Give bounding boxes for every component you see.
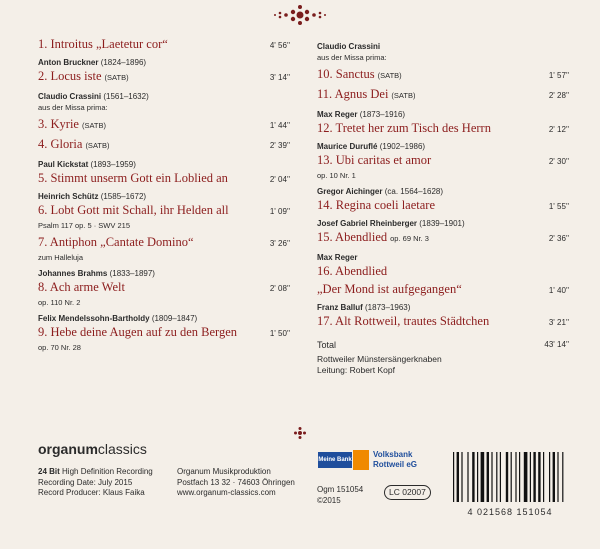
track-entry xyxy=(317,120,569,136)
track-voicing: (SATB) xyxy=(85,141,110,150)
tracklist-right-column xyxy=(317,36,569,376)
track-voicing: (SATB) xyxy=(104,73,129,82)
track-title: 8. Ach arme Welt xyxy=(38,280,125,294)
track-title: 2. Locus iste xyxy=(38,69,102,83)
barcode-bar xyxy=(511,452,512,502)
barcode-digits: 4 021568 151054 xyxy=(467,507,553,517)
work-note xyxy=(317,52,569,63)
track-voicing: (SATB) xyxy=(81,121,106,130)
track-entry xyxy=(38,324,290,340)
track-voicing: (SATB) xyxy=(377,71,402,80)
composer-line xyxy=(38,191,290,202)
track-duration: 2' 12'' xyxy=(548,125,569,134)
track-title: 6. Lobt Gott mit Schall, ihr Helden all xyxy=(38,203,229,217)
composer-name: Heinrich Schütz xyxy=(38,192,99,201)
track-duration: 2' 28'' xyxy=(548,91,569,100)
track-duration: 4' 56'' xyxy=(269,41,290,50)
track-entry xyxy=(317,152,569,168)
track-entry xyxy=(38,68,290,86)
track-entry xyxy=(317,197,569,213)
total-duration xyxy=(317,339,569,351)
composer-dates: (1839–1901) xyxy=(419,219,465,228)
track-title: 15. Abendlied xyxy=(317,230,388,244)
composer-dates: (1902–1986) xyxy=(379,142,426,151)
barcode-bar xyxy=(538,452,540,502)
barcode-bar xyxy=(533,452,535,502)
track-duration: 3' 26'' xyxy=(269,239,290,248)
composer-line xyxy=(38,268,290,279)
barcode-bar xyxy=(481,452,485,502)
barcode-bar xyxy=(530,452,531,502)
track-title: 12. Tretet her zum Tisch des Herrn xyxy=(317,121,491,135)
track-entry xyxy=(38,136,290,154)
track-title: 9. Hebe deine Augen auf zu den Bergen xyxy=(38,325,238,339)
track-duration: 2' 39'' xyxy=(269,141,290,150)
performer-choir: Rottweiler Münstersängerknaben xyxy=(317,354,442,364)
track-title: 1. Introitus „Laetetur cor“ xyxy=(38,37,168,51)
composer-line xyxy=(38,91,290,102)
track-duration: 2' 36'' xyxy=(548,234,569,243)
composer-name: Johannes Brahms xyxy=(38,269,108,278)
recording-info: 24 Bit High Definition Recording Recording Date: July 2015 Record Producer: Klaus Faika xyxy=(38,467,153,497)
work-note xyxy=(38,102,290,113)
barcode-bar xyxy=(549,452,550,502)
work-note xyxy=(38,252,290,263)
barcode-bar xyxy=(461,452,462,502)
barcode-bar xyxy=(487,452,489,502)
track-voicing: op. 69 Nr. 3 xyxy=(390,234,429,243)
volksbank-logo: Meine Bank Volksbank Rottweil eG xyxy=(318,450,418,469)
track-title: 3. Kyrie xyxy=(38,117,79,131)
total-label: Total xyxy=(317,340,337,350)
track-title: „Der Mond ist aufgegangen“ xyxy=(317,282,462,296)
track-duration: 1' 40'' xyxy=(548,286,569,295)
barcode-bar xyxy=(467,452,468,502)
barcode-bar xyxy=(515,452,516,502)
track-title: 13. Ubi caritas et amor xyxy=(317,153,432,167)
note-text: op. 70 Nr. 28 xyxy=(38,343,81,352)
barcode-bar xyxy=(477,452,478,502)
barcode-bar xyxy=(519,452,520,502)
composer-name: Franz Balluf xyxy=(317,303,363,312)
composer-line xyxy=(317,252,569,263)
composer-dates: (1809–1847) xyxy=(151,314,198,323)
note-text: Psalm 117 op. 5 · SWV 215 xyxy=(38,221,130,230)
barcode-bar xyxy=(557,452,558,502)
composer-dates: (1893–1959) xyxy=(90,160,136,169)
barcode xyxy=(451,452,569,517)
composer-dates: (1824–1896) xyxy=(100,58,147,67)
composer-name: Claudio Crassini xyxy=(38,92,102,101)
track-title: 14. Regina coeli laetare xyxy=(317,198,435,212)
label-address: Organum Musikproduktion Postfach 13 32 · 74603 Öhringen www.organum-classics.com xyxy=(177,467,295,497)
composer-line xyxy=(317,302,569,313)
composer-line xyxy=(317,41,569,52)
composer-name: Josef Gabriel Rheinberger xyxy=(317,219,418,228)
track-duration: 2' 04'' xyxy=(269,175,290,184)
note-text: aus der Missa prima: xyxy=(317,53,387,62)
track-entry xyxy=(38,234,290,250)
composer-line xyxy=(317,141,569,152)
barcode-bar xyxy=(506,452,508,502)
barcode-bar xyxy=(491,452,492,502)
composer-name: Claudio Crassini xyxy=(317,42,381,51)
composer-dates: (1561–1632) xyxy=(103,92,149,101)
track-entry xyxy=(38,36,290,52)
organum-classics-logo: organumclassics xyxy=(38,441,147,457)
composer-dates: (1585–1672) xyxy=(100,192,147,201)
composer-name: Anton Bruckner xyxy=(38,58,99,67)
track-title: 17. Alt Rottweil, trautes Städtchen xyxy=(317,314,490,328)
track-duration: 1' 57'' xyxy=(548,71,569,80)
track-entry xyxy=(38,116,290,134)
composer-dates: (1833–1897) xyxy=(109,269,155,278)
barcode-bar xyxy=(496,452,497,502)
barcode-bar xyxy=(457,452,459,502)
track-title: 10. Sanctus xyxy=(317,67,375,81)
track-entry xyxy=(317,313,569,329)
composer-name: Gregor Aichinger xyxy=(317,187,383,196)
composer-line xyxy=(38,57,290,68)
note-text: aus der Missa prima: xyxy=(38,103,108,112)
barcode-bar xyxy=(553,452,555,502)
track-duration: 2' 30'' xyxy=(548,157,569,166)
track-title: 7. Antiphon „Cantate Domino“ xyxy=(38,235,194,249)
track-entry xyxy=(317,66,569,84)
barcode-bar xyxy=(453,452,454,502)
barcode-bar xyxy=(524,452,528,502)
composer-dates: (ca. 1564–1628) xyxy=(384,187,443,196)
catalog-info: Ogm 151054 ©2015 xyxy=(317,485,364,505)
barcode-bar xyxy=(472,452,474,502)
track-duration: 2' 08'' xyxy=(269,284,290,293)
track-entry xyxy=(317,281,569,297)
composer-line xyxy=(38,313,290,324)
composer-dates: (1873–1916) xyxy=(359,110,406,119)
performer-conductor: Leitung: Robert Kopf xyxy=(317,365,395,375)
composer-name: Max Reger xyxy=(317,253,358,262)
track-entry xyxy=(38,279,290,295)
total-value: 43' 14'' xyxy=(544,340,569,349)
track-title: 16. Abendlied xyxy=(317,264,388,278)
composer-name: Maurice Duruflé xyxy=(317,142,378,151)
track-duration: 1' 44'' xyxy=(269,121,290,130)
note-text: zum Halleluja xyxy=(38,253,84,262)
composer-line xyxy=(38,159,290,170)
composer-line xyxy=(317,109,569,120)
track-duration: 1' 09'' xyxy=(269,207,290,216)
track-entry xyxy=(317,229,569,247)
composer-name: Max Reger xyxy=(317,110,358,119)
track-title: 5. Stimmt unserm Gott ein Loblied an xyxy=(38,171,228,185)
work-note xyxy=(38,220,290,231)
composer-line xyxy=(317,186,569,197)
track-duration: 3' 21'' xyxy=(548,318,569,327)
work-note xyxy=(317,170,569,181)
composer-line xyxy=(317,218,569,229)
track-title: 11. Agnus Dei xyxy=(317,87,389,101)
barcode-bar xyxy=(543,452,544,502)
floral-ornament-icon xyxy=(271,4,329,26)
composer-dates: (1873–1963) xyxy=(365,303,411,312)
composer-name: Paul Kickstat xyxy=(38,160,89,169)
barcode-bar xyxy=(500,452,501,502)
track-duration: 3' 14'' xyxy=(269,73,290,82)
tracklist-left-column xyxy=(38,36,290,356)
track-entry xyxy=(38,202,290,218)
note-text: op. 110 Nr. 2 xyxy=(38,298,81,307)
barcode-bars xyxy=(451,452,569,502)
track-duration: 1' 50'' xyxy=(269,329,290,338)
track-entry xyxy=(38,170,290,186)
barcode-bar xyxy=(562,452,563,502)
performers xyxy=(317,354,569,376)
small-floral-ornament-icon xyxy=(293,426,307,440)
track-voicing: (SATB) xyxy=(391,91,416,100)
composer-name: Felix Mendelssohn-Bartholdy xyxy=(38,314,150,323)
work-note xyxy=(38,297,290,308)
track-title: 4. Gloria xyxy=(38,137,83,151)
work-note xyxy=(38,342,290,353)
note-text: op. 10 Nr. 1 xyxy=(317,171,356,180)
track-entry xyxy=(317,263,569,279)
track-duration: 1' 55'' xyxy=(548,202,569,211)
lc-code-badge: LC 02007 xyxy=(384,485,431,500)
track-entry xyxy=(317,86,569,104)
